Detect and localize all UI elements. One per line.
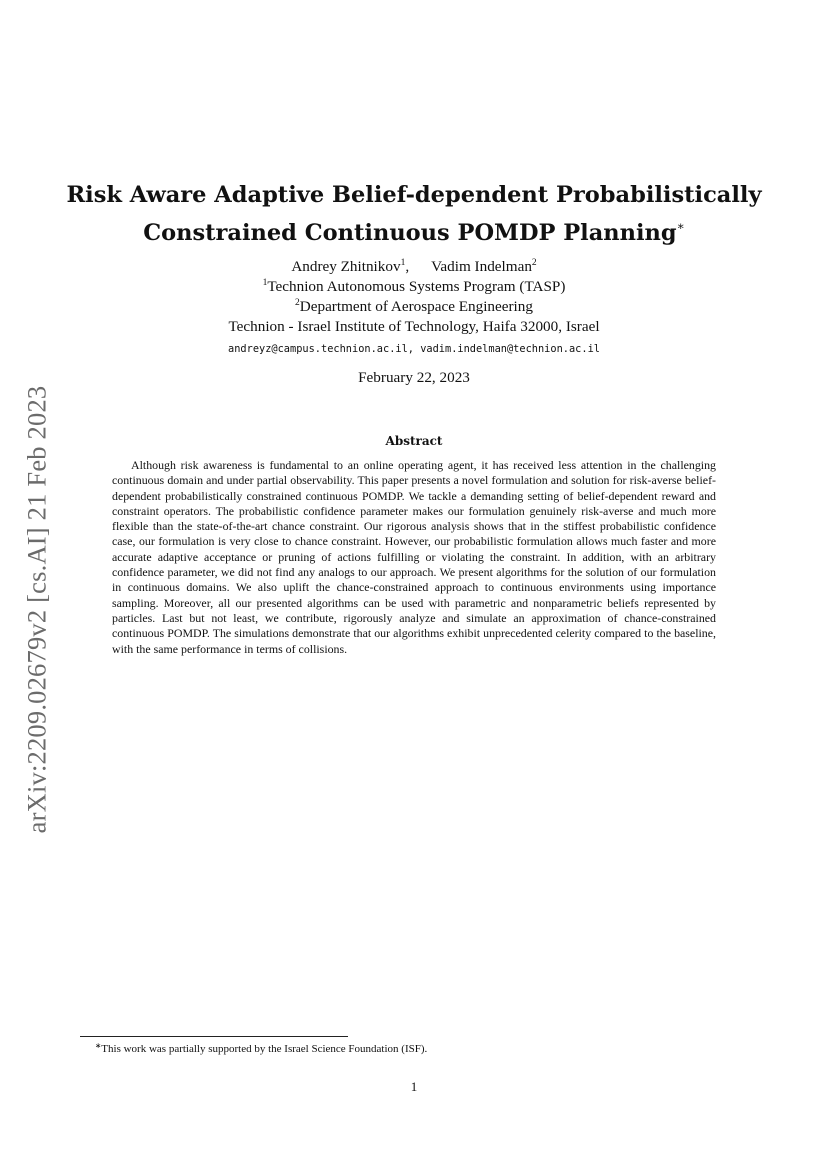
author-block	[100, 257, 728, 357]
title-line-2	[60, 211, 768, 249]
paper-date: February 22, 2023	[358, 369, 470, 386]
author-2-name: Vadim Indelman	[431, 258, 532, 275]
arxiv-identifier-stamp	[20, 370, 54, 848]
paper-title	[60, 180, 768, 249]
footnote	[95, 1041, 427, 1055]
abstract-text: Although risk awareness is fundamental to an online operating agent, it has received less attention in the challenging continuous domain and under partial observability. This paper presents a novel formulation and solution for risk-averse belief-dependent probabilistically constrained continuous POMDP. We tackle a demanding setting of belief-dependent reward and constraint operators. The probabilistic confidence parameter makes our formulation genuinely risk-averse and much more flexible than the state-of-the-art chance constraint. Our rigorous analysis shows that in the stiffest probabilistic confidence case, our formulation is very close to chance constraint. However, our probabilistic formulation allows much faster and more accurate adaptive acceptance or pruning of actions fulfilling or violating the constraint. In addition, with an arbitrary confidence parameter, we did not find any analogs to our approach. We present algorithms for the solution of our formulation in continuous domains. We also uplift the chance-constrained approach to continuous environments using importance sampling. Moreover, all our presented algorithms can be used with parametric and nonparametric beliefs represented by particles. Last but not least, we contribute, rigorously analyze and simulate an approximation of chance-constrained continuous POMDP. The simulations demonstrate that our algorithms exhibit unprecedented celerity compared to the baseline, with the same performance in terms of collisions.	[112, 458, 716, 656]
title-line-2-text: Constrained Continuous POMDP Planning	[143, 220, 677, 246]
abstract-heading: Abstract	[385, 434, 443, 448]
footnote-rule	[80, 1036, 348, 1037]
affiliation-1-text: Technion Autonomous Systems Program (TASP)	[267, 278, 566, 295]
affiliation-1	[100, 277, 728, 297]
author-1-affil-mark: 1	[400, 258, 406, 268]
author-2-affil-mark: 2	[531, 258, 537, 268]
footnote-mark: ∗	[95, 1041, 102, 1050]
affiliation-1-mark: 1	[262, 278, 268, 288]
author-1-name: Andrey Zhitnikov	[291, 258, 401, 275]
author-separator: ,	[405, 258, 410, 275]
footnote-text: This work was partially supported by the Israel Science Foundation (ISF).	[101, 1043, 428, 1055]
affiliation-2	[100, 297, 728, 317]
title-line-1: Risk Aware Adaptive Belief-dependent Probabilistically	[66, 182, 762, 208]
page-number: 1	[410, 1079, 418, 1094]
author-names	[100, 257, 728, 277]
arxiv-identifier-text: arXiv:2209.02679v2 [cs.AI] 21 Feb 2023	[21, 385, 52, 833]
affiliation-2-mark: 2	[295, 298, 300, 308]
institution: Technion - Israel Institute of Technology, Haifa 32000, Israel	[228, 318, 600, 335]
affiliation-2-text: Department of Aerospace Engineering	[299, 298, 533, 315]
author-emails: andreyz@campus.technion.ac.il, vadim.indelman@technion.ac.il	[228, 343, 600, 355]
title-footnote-mark: ∗	[676, 219, 685, 233]
